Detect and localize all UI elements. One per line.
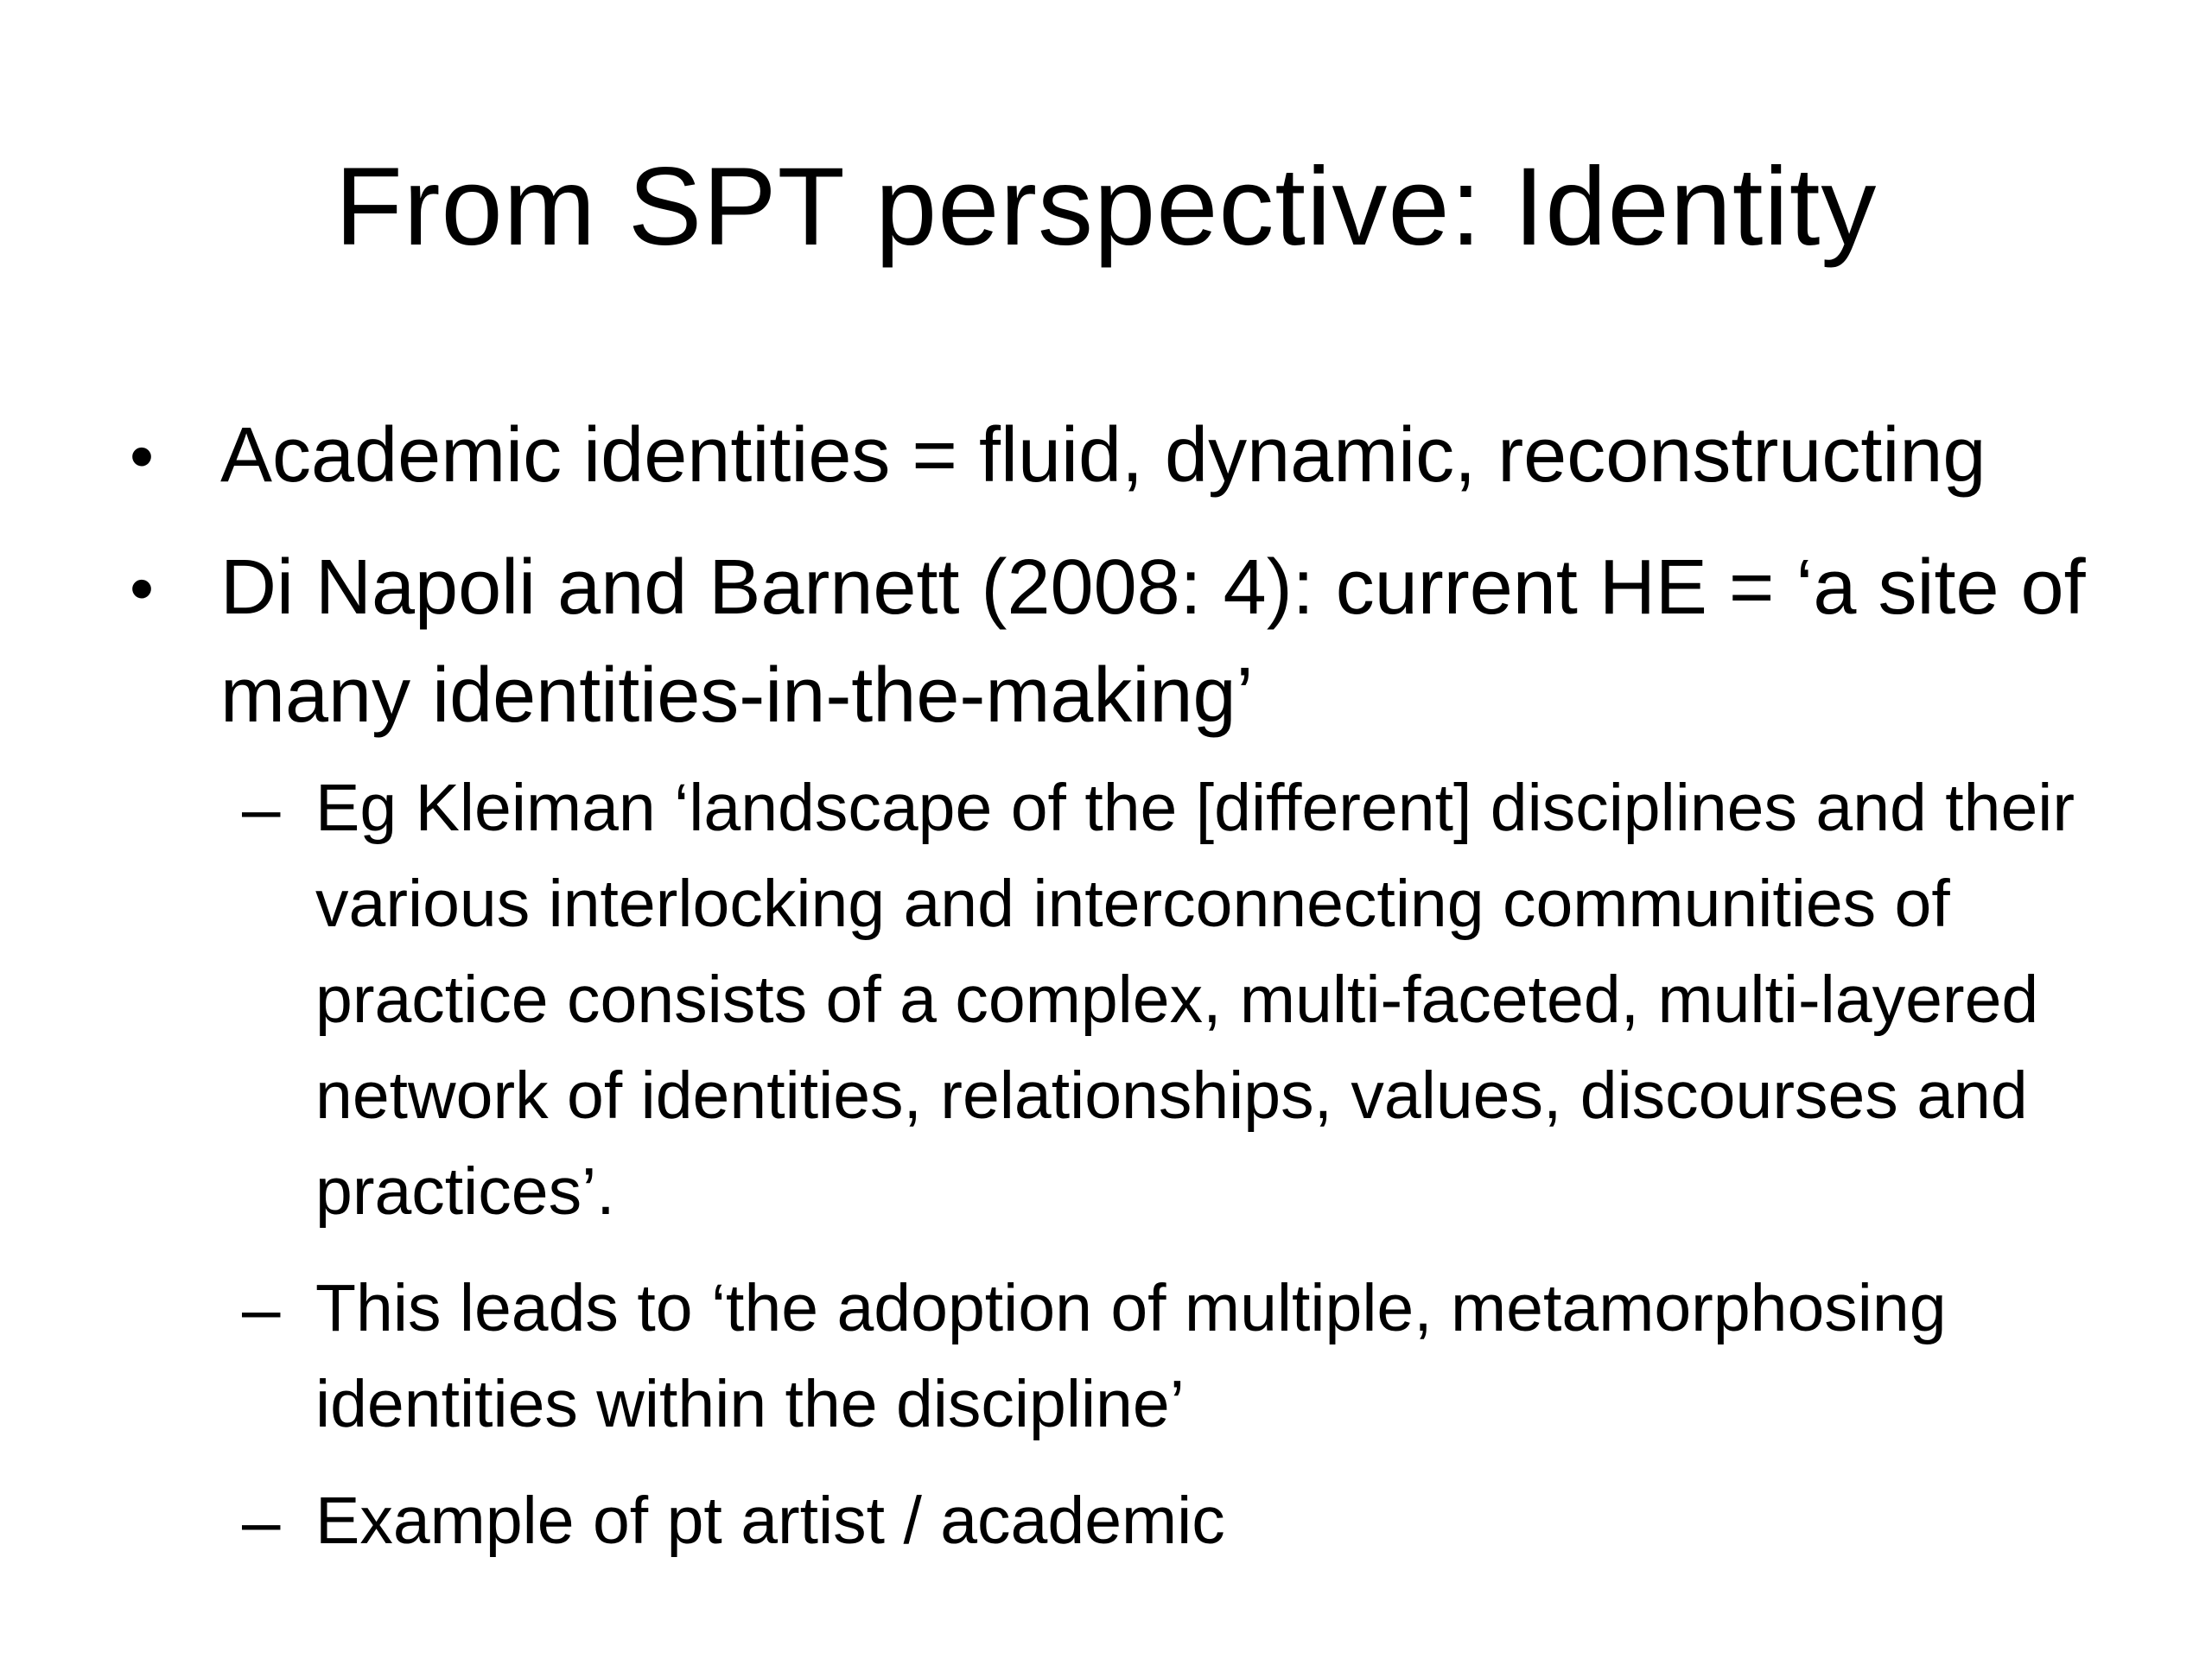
bullet-text: Di Napoli and Barnett (2008: 4): current HE = ‘a site of many identities-in-the-making’ — [220, 544, 2086, 739]
sub-bullet-list — [130, 760, 2169, 1569]
sub-bullet-text: Example of pt artist / academic — [315, 1484, 1225, 1558]
sub-bullet-text: This leads to ‘the adoption of multiple, metamorphosing identities within the discipline’ — [315, 1271, 1947, 1441]
sub-bullet-text: Eg Kleiman ‘landscape of the [different] disciplines and their various interlocking and interconnecting communities of practice consists of a complex, multi-faceted, multi-layered network of identities, relationships, values, discourses and practices’. — [315, 771, 2075, 1229]
sub-bullet-item-1 — [130, 760, 2169, 1240]
dash-marker: – — [242, 770, 281, 847]
bullet-item-2 — [130, 534, 2169, 1569]
bullet-marker: • — [130, 417, 155, 494]
bullet-marker: • — [130, 550, 155, 626]
dash-marker: – — [242, 1483, 281, 1560]
sub-bullet-item-2 — [130, 1261, 2169, 1452]
sub-bullet-item-3 — [130, 1473, 2169, 1569]
bullet-list — [130, 402, 2169, 1593]
bullet-item-1 — [130, 402, 2169, 510]
slide-title: From SPT perspective: Identity — [334, 145, 1878, 269]
bullet-text: Academic identities = fluid, dynamic, reconstructing — [220, 412, 1986, 499]
dash-marker: – — [242, 1270, 281, 1347]
